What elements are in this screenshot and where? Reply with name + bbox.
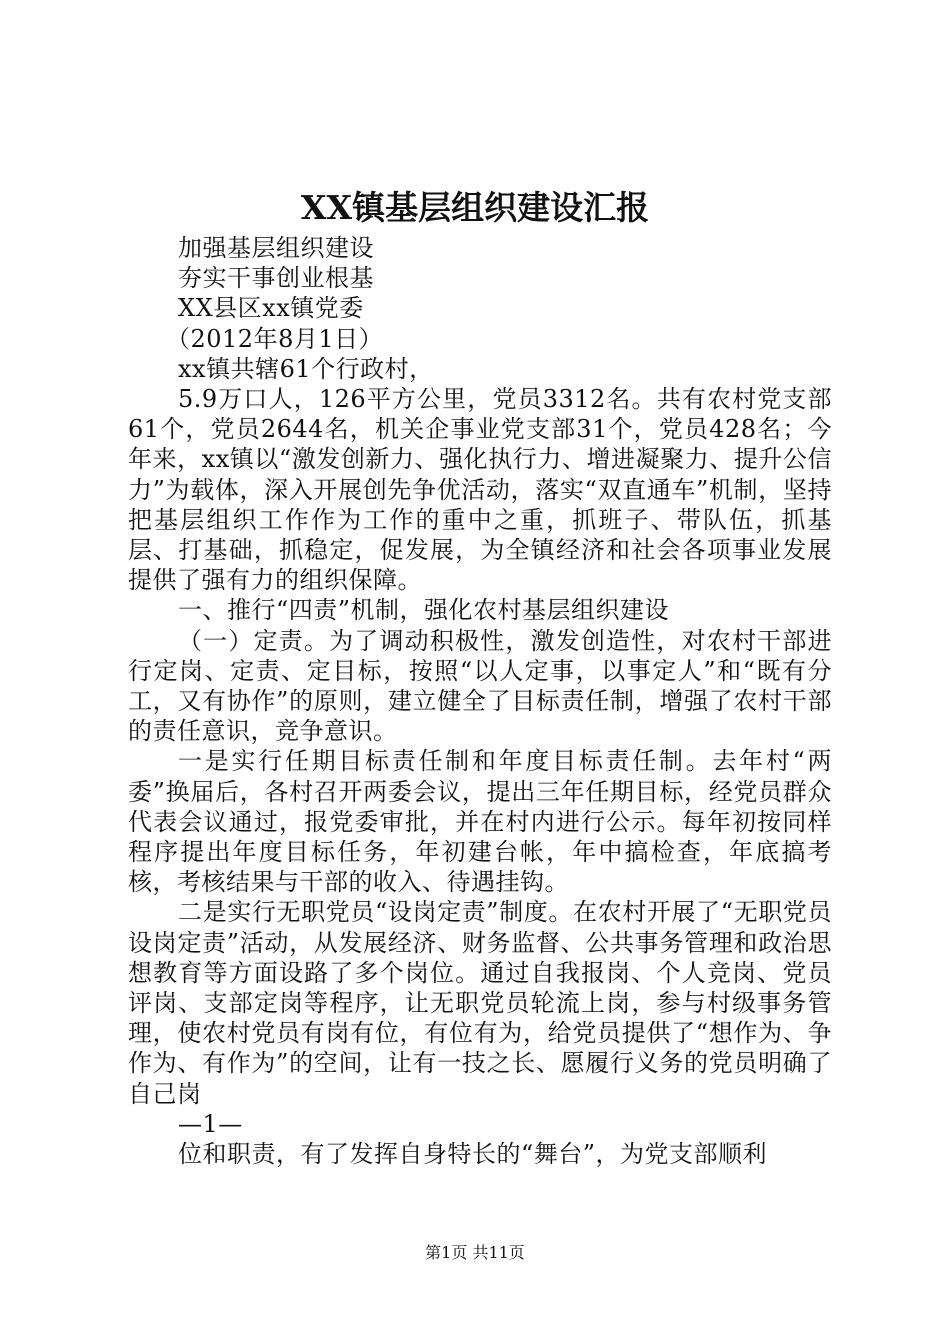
date-line: （2012年8月1日） bbox=[166, 324, 384, 353]
subtitle-line-1: 加强基层组织建设 bbox=[178, 234, 374, 262]
inline-page-marker: —1— bbox=[178, 1109, 243, 1138]
section-heading: 一、推行“四责”机制，强化农村基层组织建设 bbox=[178, 596, 670, 625]
paragraph: xx镇共辖61个行政村， bbox=[178, 354, 434, 383]
document-title: XX镇基层组织建设汇报 bbox=[300, 188, 650, 227]
paragraph: 5.9万口人，126平方公里，党员3312名。共有农村党支部61个，党员2644名，机关企事业党支部31个，党员428名；今年来，xx镇以“激发创新力、强化执行力、增进凝聚力、提升公信力”为载体，深入开展创先争优活动，落实“双直通车”机制，坚持把基层组织工作作为工作的重中之重，抓班子、带队伍，抓基层、打基础，抓稳定，促发展，为全镇经济和社会各项事业发展提供了强有力的组织保障。 bbox=[128, 385, 832, 595]
document-body bbox=[128, 233, 832, 1169]
author-line: XX县区xx镇党委 bbox=[178, 294, 364, 323]
paragraph: 二是实行无职党员“设岗定责”制度。在农村开展了“无职党员设岗定责”活动，从发展经济、财务监督、公共事务管理和政治思想教育等方面设路了多个岗位。通过自我报岗、个人竞岗、党员评岗、支部定岗等程序，让无职党员轮流上岗，参与村级事务管理，使农村党员有岗有位，有位有为，给党员提供了“想作为、争作为、有作为”的空间，让有一技之长、愿履行义务的党员明确了自己岗 bbox=[128, 898, 832, 1108]
paragraph: 位和职责，有了发挥自身特长的“舞台”，为党支部顺利 bbox=[178, 1140, 768, 1169]
paragraph: 一是实行任期目标责任制和年度目标责任制。去年村“两委”换届后，各村召开两委会议，提出三年任期目标，经党员群众代表会议通过，报党委审批，并在村内进行公示。每年初按同样程序提出年度目标任务，年初建台帐，年中搞检查，年底搞考核，考核结果与干部的收入、待遇挂钩。 bbox=[128, 747, 832, 897]
paragraph: （一）定责。为了调动积极性，激发创造性，对农村干部进行定岗、定责、定目标，按照“以人定事，以事定人”和“既有分工，又有协作”的原则，建立健全了目标责任制，增强了农村干部的责任意识，竞争意识。 bbox=[128, 626, 832, 746]
page-footer: 第1页 共11页 bbox=[425, 1243, 525, 1262]
subtitle-line-2: 夯实干事创业根基 bbox=[178, 264, 374, 293]
